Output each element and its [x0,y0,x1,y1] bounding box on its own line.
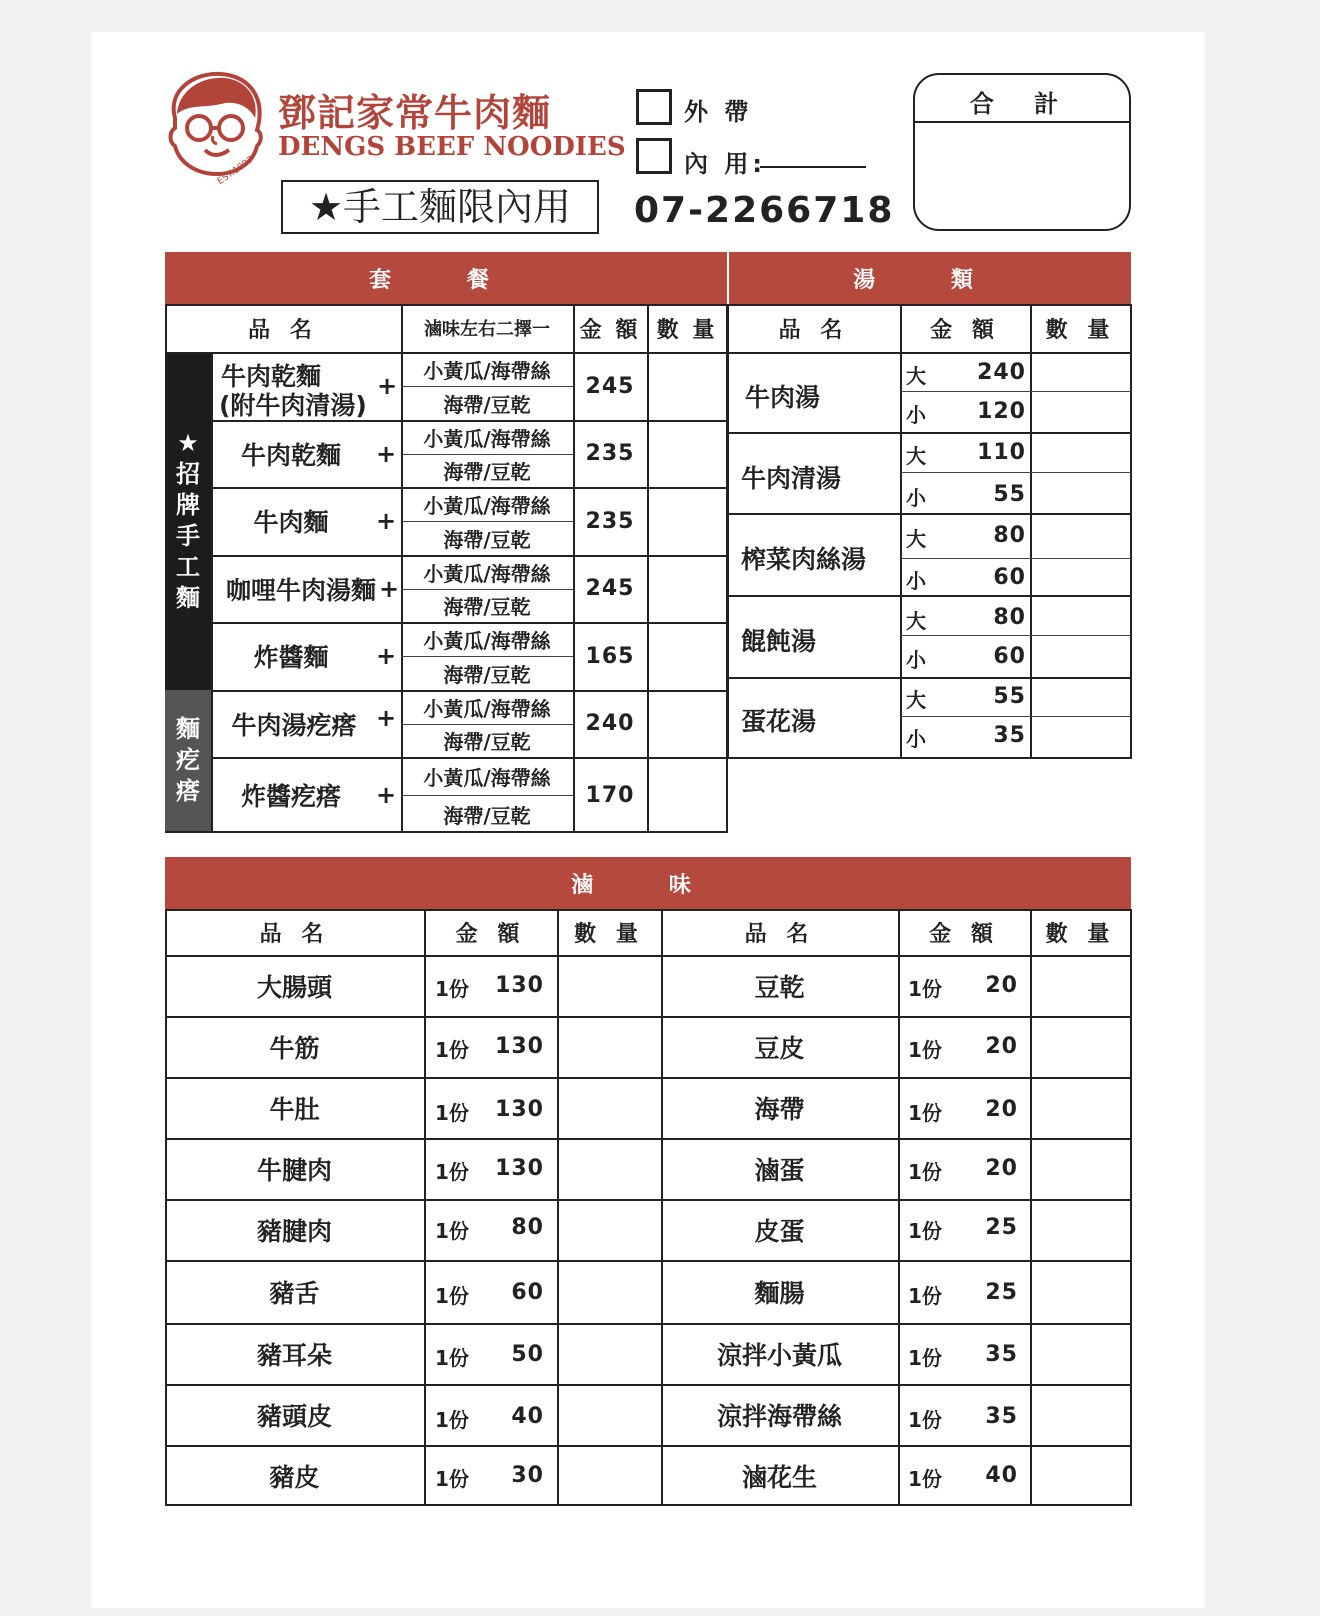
soups-table [727,304,1132,759]
braised-item-qty[interactable] [1030,1260,1131,1323]
set-item-price: 245 [585,576,635,601]
handmade-notice: ★手工麵限內用 [281,180,599,234]
braised-item-qty[interactable] [1030,955,1131,1016]
set-item-price: 165 [585,643,635,669]
braised-item-qty[interactable] [557,1077,661,1138]
soup-item-name: 榨菜肉絲湯 [741,545,867,574]
set-header-side: 滷味左右二擇一 [424,319,550,340]
soup-header-name: 品 名 [778,317,849,343]
set-meals-title: 套 餐 [165,252,727,304]
set-option-b[interactable]: 海帶/豆乾 [443,392,531,417]
braised-item-price: 40 [985,1463,1018,1488]
set-option-a[interactable]: 小黃瓜/海帶絲 [423,765,551,790]
braised-item-price: 60 [511,1280,544,1305]
soups-title: 湯 類 [729,252,1131,304]
braised-item-qty[interactable] [557,955,661,1016]
unit-label: 1份 [435,1038,469,1062]
unit-label: 1份 [435,1101,469,1125]
size-small-label: 小 [906,486,926,510]
set-item-name: 咖哩牛肉湯麵 [225,575,376,605]
soup-small-price: 60 [993,565,1026,590]
set-item-price: 235 [585,441,635,466]
plus-sign: + [377,372,398,400]
soup-size-divider [900,391,1131,392]
braised-item-price: 20 [985,1156,1018,1181]
braised-item-name: 麵腸 [754,1278,805,1308]
braised-item-name: 豬腱肉 [256,1216,332,1246]
set-item-qty[interactable] [647,487,727,555]
soup-small-price: 35 [993,723,1026,748]
size-large-label: 大 [906,609,926,633]
est-mark: EST.1997 [215,154,256,188]
plus-sign: + [375,703,397,732]
set-item-qty[interactable] [647,622,727,690]
braised-item-name: 豆皮 [754,1033,805,1063]
set-item-qty[interactable] [647,352,727,420]
set-option-a[interactable]: 小黃瓜/海帶絲 [423,561,551,586]
takeout-label: 外 帶 [684,98,753,126]
braised-item-name: 豆乾 [754,972,805,1002]
unit-label: 1份 [435,977,469,1001]
braised-header-name: 品 名 [259,921,330,947]
braised-item-price: 40 [511,1404,544,1429]
phone-number: 07-2266718 [634,190,895,231]
braised-item-qty[interactable] [557,1445,661,1506]
soup-header-price: 金 額 [930,317,1000,343]
unit-label: 1份 [908,1346,942,1370]
set-option-a[interactable]: 小黃瓜/海帶絲 [423,358,551,383]
set-option-b[interactable]: 海帶/豆乾 [443,595,531,619]
braised-item-qty[interactable] [557,1323,661,1384]
braised-title: 滷 味 [165,857,1131,909]
soup-large-price: 80 [993,605,1026,630]
soup-item-name: 牛肉湯 [745,383,821,412]
braised-header-price: 金 額 [455,921,526,947]
unit-label: 1份 [908,1101,942,1125]
soup-size-divider [900,716,1131,717]
set-item-price: 235 [585,508,635,534]
braised-item-qty[interactable] [1030,1445,1131,1506]
set-item-name: 炸醬麵 [253,643,329,672]
braised-item-qty[interactable] [557,1384,661,1445]
size-large-label: 大 [906,444,926,468]
set-item-price: 170 [585,782,635,808]
braised-item-qty[interactable] [557,1260,661,1323]
braised-item-name: 涼拌海帶絲 [716,1401,842,1431]
total-label: 合 計 [969,90,1075,118]
set-option-a[interactable]: 小黃瓜/海帶絲 [423,628,551,653]
braised-item-qty[interactable] [1030,1384,1131,1445]
braised-item-name: 海帶 [754,1094,805,1124]
plus-sign: + [375,642,397,670]
soup-small-price: 55 [993,482,1026,507]
plus-sign: + [375,507,397,535]
set-option-b[interactable]: 海帶/豆乾 [443,662,531,687]
soup-large-price: 110 [977,440,1026,465]
set-item-qty[interactable] [647,757,727,833]
braised-item-name: 牛筋 [269,1033,320,1063]
braised-item-name: 豬舌 [269,1278,320,1308]
braised-header-price: 金 額 [929,921,999,947]
braised-item-price: 130 [495,973,544,998]
soup-item-name: 牛肉清湯 [741,464,842,493]
plus-sign: + [375,439,397,468]
unit-label: 1份 [908,1467,942,1491]
braised-item-name: 滷蛋 [754,1155,805,1185]
unit-label: 1份 [908,1160,942,1184]
braised-item-price: 50 [511,1342,544,1367]
unit-label: 1份 [435,1346,469,1370]
size-small-label: 小 [906,648,926,672]
braised-header-qty: 數 量 [1045,921,1116,947]
brand-name-zh: 鄧記家常牛肉麵 [278,91,552,135]
soup-large-price: 55 [993,684,1026,709]
brand-name-en: DENGS BEEF NOODIES [278,132,626,162]
braised-header-name: 品 名 [744,921,815,947]
braised-item-price: 30 [511,1463,544,1488]
set-item-name: 牛肉乾麵 [240,440,341,470]
set-option-b[interactable]: 海帶/豆乾 [443,460,531,484]
braised-item-name: 豬頭皮 [256,1401,332,1431]
soup-size-divider [900,558,1131,559]
soup-vline [1030,304,1032,759]
braised-item-qty[interactable] [1030,1323,1131,1384]
size-large-label: 大 [906,688,926,712]
set-item-name: 牛肉湯疙瘩 [231,710,357,740]
braised-item-name: 豬耳朵 [256,1340,332,1370]
braised-item-name: 滷花生 [741,1462,817,1492]
set-item-price: 245 [585,373,635,399]
braised-item-price: 20 [985,1034,1018,1059]
set-option-b[interactable]: 海帶/豆乾 [443,527,531,552]
set-option-a[interactable]: 小黃瓜/海帶絲 [423,426,551,451]
size-small-label: 小 [906,403,926,427]
soup-hline [727,677,1132,679]
dine-in-checkbox[interactable] [636,138,672,174]
set-header-price: 金 額 [579,317,641,343]
braised-item-price: 35 [985,1404,1018,1429]
braised-vline [424,909,426,1506]
set-item-name: 牛肉乾麵 [221,362,322,391]
braised-item-price: 35 [985,1342,1018,1367]
braised-item-price: 130 [495,1097,544,1122]
soup-hline [727,352,1132,354]
set-item-qty[interactable] [647,690,727,757]
soup-size-divider [900,635,1131,636]
braised-item-qty[interactable] [557,1138,661,1199]
size-large-label: 大 [906,364,926,388]
category-knot-noodles: 麵疙瘩 [165,690,211,831]
braised-item-qty[interactable] [1030,1199,1131,1260]
braised-item-qty[interactable] [1030,1138,1131,1199]
set-option-a[interactable]: 小黃瓜/海帶絲 [423,493,551,518]
braised-header-qty: 數 量 [574,921,644,947]
set-item-sub: (附牛肉清湯) [219,391,367,420]
set-item-qty[interactable] [647,555,727,622]
unit-label: 1份 [908,1408,942,1432]
braised-item-name: 涼拌小黃瓜 [716,1340,842,1370]
braised-item-price: 20 [985,973,1018,998]
braised-item-name: 豬皮 [269,1462,320,1492]
braised-item-price: 80 [511,1215,544,1240]
dine-in-label: 內 用: [684,150,766,178]
soup-vline [900,304,902,759]
braised-item-price: 25 [985,1280,1018,1305]
soup-large-price: 80 [993,523,1026,548]
set-item-qty[interactable] [647,420,727,487]
set-header-name: 品 名 [248,317,318,343]
category-signature-handmade: ★招牌手工麵 [165,352,211,690]
soup-hline [727,432,1132,434]
braised-item-qty[interactable] [557,1016,661,1077]
unit-label: 1份 [435,1219,469,1243]
braised-item-price: 130 [495,1034,544,1059]
soup-large-price: 240 [977,360,1026,385]
soup-hline [727,513,1132,515]
unit-label: 1份 [908,1038,942,1062]
soup-header-qty: 數 量 [1045,317,1116,343]
size-small-label: 小 [906,727,926,751]
braised-item-qty[interactable] [557,1199,661,1260]
unit-label: 1份 [908,1284,942,1308]
braised-item-name: 大腸頭 [256,972,332,1002]
set-option-b[interactable]: 海帶/豆乾 [443,730,531,754]
plus-sign: + [378,574,400,603]
braised-item-qty[interactable] [1030,1016,1131,1077]
set-option-a[interactable]: 小黃瓜/海帶絲 [423,696,551,721]
braised-vline [898,909,900,1506]
soup-item-name: 餛飩湯 [741,627,817,656]
unit-label: 1份 [908,1219,942,1243]
set-item-name: 炸醬疙瘩 [240,782,341,811]
size-large-label: 大 [906,527,926,551]
soup-small-price: 120 [977,399,1026,424]
unit-label: 1份 [435,1467,469,1491]
braised-item-name: 皮蛋 [754,1216,805,1246]
takeout-checkbox[interactable] [636,89,672,125]
set-item-name: 牛肉麵 [253,508,329,537]
braised-item-name: 牛肚 [269,1094,320,1124]
soup-small-price: 60 [993,644,1026,669]
braised-item-name: 牛腱肉 [256,1155,332,1185]
soup-item-name: 蛋花湯 [741,707,817,736]
size-small-label: 小 [906,569,926,593]
braised-item-price: 20 [985,1097,1018,1122]
soup-size-divider [900,472,1131,473]
unit-label: 1份 [435,1160,469,1184]
braised-item-qty[interactable] [1030,1077,1131,1138]
unit-label: 1份 [908,977,942,1001]
total-divider [913,121,1131,123]
set-item-price: 240 [585,711,635,736]
unit-label: 1份 [435,1408,469,1432]
plus-sign: + [375,781,397,809]
set-option-b[interactable]: 海帶/豆乾 [443,803,531,828]
set-header-qty: 數 量 [656,317,718,343]
braised-item-price: 25 [985,1215,1018,1240]
unit-label: 1份 [435,1284,469,1308]
dine-in-table-field[interactable] [760,166,866,168]
soup-hline [727,595,1132,597]
braised-item-price: 130 [495,1156,544,1181]
